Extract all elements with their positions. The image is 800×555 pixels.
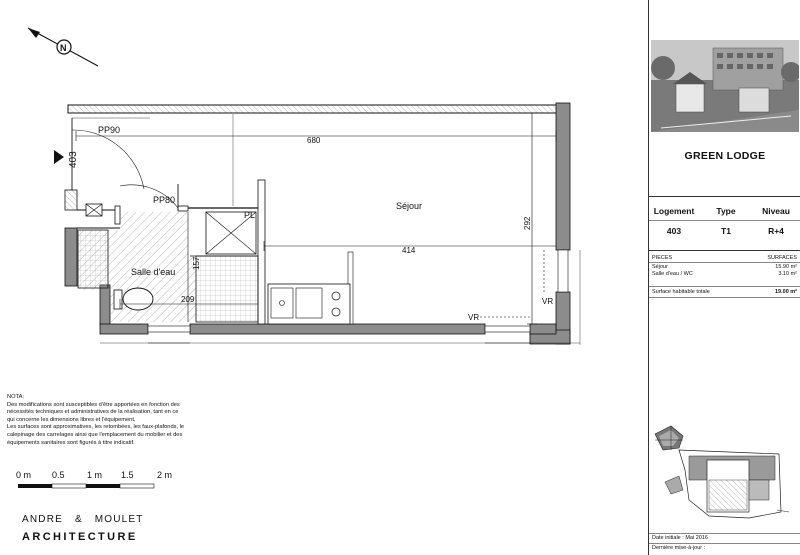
room-label-living: Séjour [396,201,423,211]
total-label: Surface habitable totale [652,289,710,295]
firm-name: ANDRE & MOULET [22,514,144,525]
scale-label-2: 1 m [87,470,103,480]
row-name: Séjour [652,264,668,270]
door-label-bath: PP80 [153,195,176,205]
north-arrow-icon [28,28,98,66]
project-name: GREEN LODGE [684,150,766,162]
notes-line: Les surfaces sont approximatives, les retombées, les faux-plafonds, le [7,424,185,431]
scale-bar [18,484,154,488]
firm-subtitle: ARCHITECTURE [22,531,138,543]
notes-line: équipements sanitaires sont figurés à titre indicatif. [7,439,135,446]
site-key-plan [649,420,800,524]
header-logement: Logement [653,206,695,216]
row-area: 15.90 m² [775,264,797,270]
dimension-bath-width: 209 [181,295,195,304]
header-niveau: Niveau [762,206,790,216]
value-logement: 403 [666,226,682,236]
total-area: 19.00 m² [774,289,797,295]
dimension-living-width: 414 [402,246,416,255]
table-header-pieces: PIECES [652,255,673,261]
header-type: Type [716,206,736,216]
shutter-label-b: VR [542,297,554,306]
building-photo [651,40,799,132]
info-panel [648,0,800,555]
closet-label: PL [244,210,256,220]
date-initial: Date initiale : Mai 2016 [652,535,708,541]
value-niveau: R+4 [768,226,784,236]
scale-label-1: 0.5 [52,470,65,480]
kitchenette [268,284,350,324]
row-name: Salle d'eau / WC [652,271,693,277]
lot-number-label: 403 [68,151,79,168]
dimension-width: 680 [307,136,321,145]
lot-marker-icon [54,150,64,164]
dimension-depth: 292 [523,216,532,230]
door-label-main: PP90 [98,125,121,135]
date-update: Dernière mise-à-jour : [652,545,706,551]
notes-line: Des modifications sont susceptibles d'être apportées en fonction des [7,401,180,408]
shutter-label-a: VR [468,313,480,322]
notes-line: qui concerne les dimensions libres et l'équipement. [7,416,136,423]
row-area: 3.10 m² [778,271,797,277]
value-type: T1 [721,226,731,236]
scale-label-3: 1.5 [121,470,134,480]
notes-line: calepinage des carrelages ainsi que l'emplacement du mobilier et des [7,431,183,438]
scale-label-4: 2 m [157,470,173,480]
notes-line: nécessités techniques et administratives de la réalisation, tant en ce [7,409,179,416]
room-label-bath: Salle d'eau [131,267,176,277]
dimension-bath-depth: 157 [192,256,201,270]
table-header-surfaces: SURFACES [767,255,797,261]
notes-block [7,394,197,447]
scale-label-0: 0 m [16,470,32,480]
notes-title: NOTA: [7,394,24,400]
svg-text:N: N [60,43,67,53]
